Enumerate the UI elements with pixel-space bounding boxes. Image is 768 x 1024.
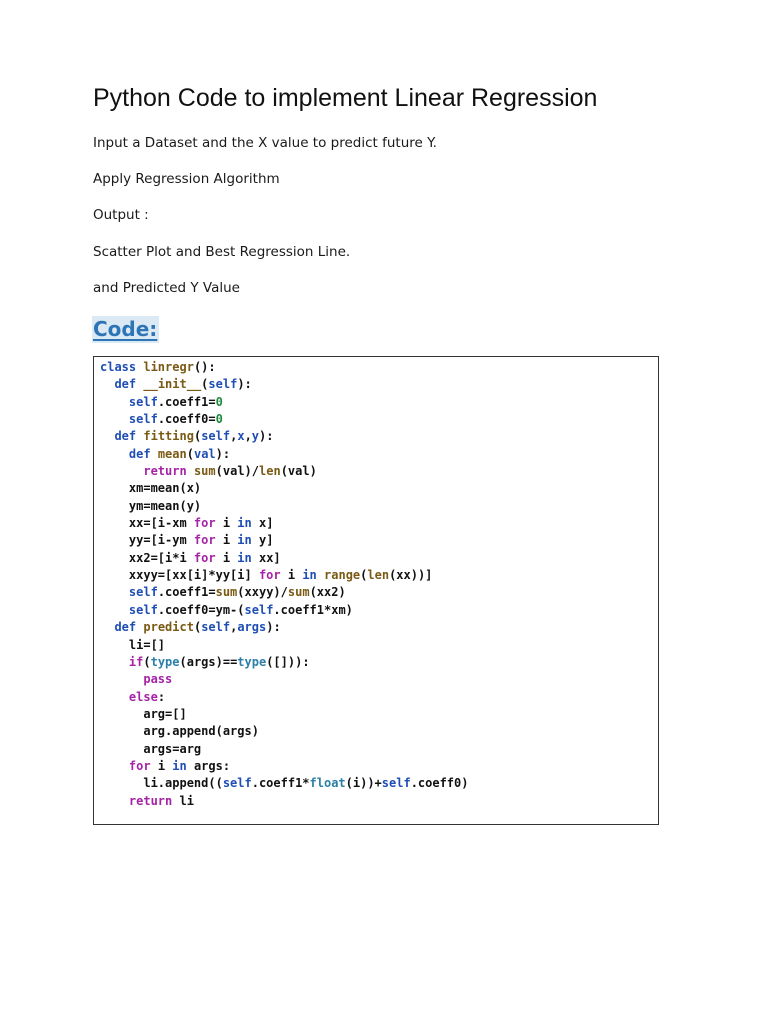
code-token: for	[258, 568, 281, 583]
code-token: self	[128, 602, 158, 617]
code-line	[100, 689, 652, 706]
code-token: in	[237, 550, 252, 565]
code-token: sum	[215, 585, 238, 600]
code-token: 0	[215, 394, 223, 409]
code-line	[100, 567, 652, 584]
code-token	[317, 568, 324, 582]
code-line	[100, 775, 652, 792]
code-token: ([])):	[266, 654, 310, 669]
code-token: li	[172, 793, 194, 808]
code-token: 0	[215, 412, 223, 427]
code-token: def	[114, 377, 137, 392]
code-line	[100, 359, 652, 376]
code-token	[100, 759, 129, 773]
code-token: in	[302, 568, 317, 583]
code-token: xx=[i-xm	[100, 516, 194, 531]
code-token: self	[128, 585, 158, 600]
code-token	[100, 429, 114, 443]
code-token: mean	[157, 446, 187, 461]
code-token: .coeff0)	[410, 776, 469, 791]
code-token: args	[237, 620, 267, 635]
code-token: li=[]	[100, 637, 166, 652]
code-token: self	[128, 394, 158, 409]
code-token	[100, 447, 129, 461]
code-token: range	[324, 568, 361, 583]
code-token	[100, 690, 129, 704]
code-token: self	[381, 776, 411, 791]
code-line	[100, 550, 652, 567]
code-token: self	[208, 377, 238, 392]
code-token: (xxyy)/	[237, 585, 288, 600]
code-token: linregr	[143, 360, 194, 374]
code-line	[100, 654, 652, 671]
code-token: :	[157, 689, 166, 704]
code-line	[100, 446, 652, 463]
paragraph-predicted-value: and Predicted Y Value	[93, 280, 240, 296]
code-token: in	[237, 533, 252, 548]
code-token	[100, 794, 129, 808]
code-token	[100, 412, 129, 426]
code-token: i	[215, 533, 238, 548]
code-token: ):	[266, 620, 281, 635]
code-token: ():	[193, 360, 216, 374]
code-line	[100, 758, 652, 775]
code-token: len	[367, 568, 390, 583]
code-token: len	[259, 464, 281, 479]
code-token: (val)/	[215, 464, 259, 479]
code-line	[100, 428, 652, 445]
code-token: pass	[143, 672, 173, 687]
code-token: xx2=[i*i	[100, 550, 194, 565]
paragraph-apply-algorithm: Apply Regression Algorithm	[93, 171, 280, 187]
code-token: type	[237, 654, 267, 669]
code-line	[100, 741, 652, 758]
code-token: (i))+	[345, 776, 382, 791]
code-token: args:	[186, 758, 231, 773]
paragraph-output-label: Output :	[93, 207, 149, 223]
code-token: def	[114, 620, 137, 635]
code-token: ):	[259, 429, 274, 444]
code-token	[187, 464, 194, 478]
code-token: __init__	[143, 377, 202, 392]
code-token: for	[193, 516, 216, 531]
code-line	[100, 394, 652, 411]
code-token: xm=mean(x)	[100, 481, 202, 496]
code-token	[100, 377, 114, 391]
code-token: arg.append(args)	[100, 724, 259, 739]
code-token: val	[193, 446, 216, 461]
code-token: (xx))]	[389, 568, 433, 583]
code-token: (	[193, 620, 202, 635]
code-token: .coeff1*xm)	[273, 602, 353, 617]
code-line	[100, 706, 652, 723]
code-token: (	[360, 568, 368, 583]
code-token: def	[128, 446, 151, 461]
code-token: self	[222, 776, 252, 791]
code-token: ym=mean(y)	[100, 498, 202, 513]
code-token: .coeff0=ym-(	[157, 602, 245, 617]
code-token: (	[201, 377, 209, 392]
code-token: ,	[244, 429, 252, 444]
code-token: in	[237, 516, 252, 531]
code-token: type	[150, 654, 180, 669]
code-token: else	[128, 689, 158, 704]
code-token: (	[186, 446, 194, 461]
page-title: Python Code to implement Linear Regression	[93, 84, 598, 112]
code-token: args=arg	[100, 741, 202, 756]
code-line	[100, 602, 652, 619]
code-token: arg=[]	[100, 706, 187, 721]
code-line	[100, 480, 652, 497]
code-line	[100, 532, 652, 549]
code-line	[100, 411, 652, 428]
code-token: return	[143, 464, 187, 479]
code-line	[100, 671, 652, 688]
code-token: (args)==	[179, 654, 238, 669]
code-token	[100, 464, 143, 478]
code-token	[100, 585, 129, 599]
code-token: i	[150, 758, 173, 773]
code-token	[100, 620, 114, 634]
code-token: li.append((	[100, 776, 223, 791]
code-token: if	[128, 654, 144, 669]
code-token: self	[244, 602, 274, 617]
code-token: return	[128, 793, 173, 808]
code-token: i	[215, 516, 238, 531]
code-token: ):	[237, 377, 252, 392]
code-token: float	[309, 776, 346, 791]
paragraph-input-description: Input a Dataset and the X value to predict future Y.	[93, 135, 437, 151]
code-token: y	[251, 429, 260, 444]
code-line	[100, 376, 652, 393]
code-token: self	[201, 429, 231, 444]
code-token: x]	[251, 516, 274, 531]
code-line	[100, 793, 652, 810]
code-heading: Code:	[93, 317, 158, 341]
code-token: (	[193, 429, 202, 444]
code-token: sum	[193, 464, 216, 479]
code-token: xx]	[251, 550, 281, 565]
code-token: class	[100, 360, 137, 374]
code-token	[100, 672, 143, 686]
code-token: predict	[143, 620, 194, 635]
code-token: in	[172, 758, 187, 773]
code-token: yy=[i-ym	[100, 533, 194, 548]
code-token	[100, 655, 129, 669]
paragraph-scatter-plot: Scatter Plot and Best Regression Line.	[93, 244, 351, 260]
code-token: for	[193, 533, 216, 548]
code-line	[100, 463, 652, 480]
code-token	[151, 447, 158, 461]
code-token: x	[237, 429, 245, 444]
code-token: (	[143, 654, 151, 669]
code-token: .coeff1=	[157, 394, 216, 409]
code-line	[100, 637, 652, 654]
code-token: ,	[230, 429, 238, 444]
code-token: xxyy=[xx[i]*yy[i]	[100, 568, 259, 583]
code-token	[100, 603, 129, 617]
code-token: (val)	[280, 464, 317, 479]
code-token: self	[201, 620, 231, 635]
code-token: fitting	[143, 429, 194, 444]
code-token: ):	[215, 446, 231, 461]
code-token: sum	[287, 585, 310, 600]
code-token: .coeff0=	[157, 412, 216, 427]
code-line	[100, 723, 652, 740]
code-block	[93, 356, 659, 825]
code-token: (xx2)	[309, 585, 346, 600]
code-token: .coeff1=	[157, 585, 216, 600]
code-token: for	[128, 758, 151, 773]
code-token: ,	[230, 620, 238, 635]
code-token	[100, 395, 129, 409]
code-token: .coeff1*	[251, 776, 310, 791]
code-token: def	[114, 429, 137, 444]
code-line	[100, 584, 652, 601]
code-line	[100, 515, 652, 532]
code-token: for	[193, 550, 216, 565]
code-line	[100, 619, 652, 636]
code-token: y]	[251, 533, 274, 548]
code-token: self	[128, 412, 158, 427]
code-token: i	[215, 550, 238, 565]
code-token: i	[280, 568, 303, 583]
code-line	[100, 498, 652, 515]
